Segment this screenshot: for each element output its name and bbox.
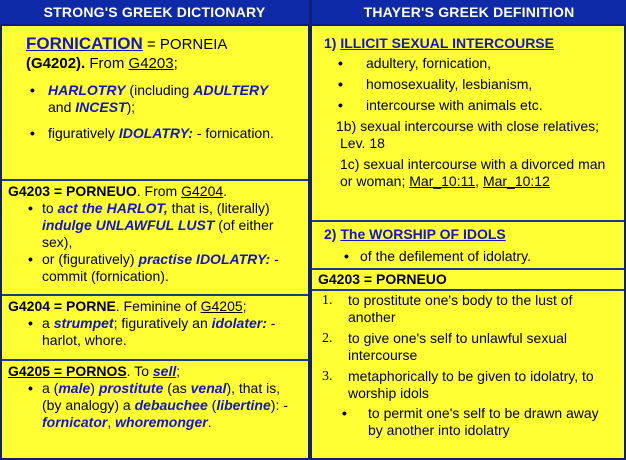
divider [2,294,308,296]
text: ; [242,298,247,314]
mar-10-11-link[interactable]: Mar_10:11 [409,173,476,189]
text: . [223,183,228,199]
thayers-column [312,0,626,438]
g4205-heading: G4205 = PORNOS [8,363,127,379]
idolater-term: idolater: [211,315,267,331]
harlotry-term: HARLOTRY [48,82,126,98]
porneia-bullet-1 [10,82,302,116]
libertine-term: libertine [216,397,271,413]
divider [2,179,308,181]
text: that is, (literally) [167,200,270,216]
g4205-link[interactable]: G4205 [200,298,243,314]
text: - commit (fornication). [42,251,279,284]
def-1b: 1b) sexual intercourse with close relatives; Lev. 18 [336,118,600,151]
venal-term: venal [190,380,227,396]
text: a ( [42,380,59,396]
text: ; figuratively an [113,315,212,331]
strongs-column [0,0,309,430]
text: . Feminine of [115,298,201,314]
def-1-item: • intercourse with animals etc. [318,97,618,114]
g4204-link[interactable]: G4204 [181,183,224,199]
def-1-title: ILLICIT SEXUAL INTERCOURSE [340,35,554,51]
porneuo-bullet-2 [8,251,302,285]
porneuo-entry [8,183,302,285]
porneia-label: = PORNEIA [142,36,228,53]
definition-2 [324,226,618,265]
thayers-header: THAYER'S GREEK DEFINITION [312,0,626,24]
incest-term: INCEST [75,99,127,115]
g4203-link[interactable]: G4203 [128,55,174,72]
porneia-entry [10,34,302,73]
porneuo-definition [318,271,618,288]
def-1-item: • homosexuality, lesbianism, [318,76,618,93]
fornication-headword: FORNICATION [26,34,143,53]
porne-bullet-1 [8,315,302,349]
text: - harlot, whore. [42,315,276,348]
from-text: From [85,55,129,72]
divider [312,220,624,222]
porne-entry [8,298,302,349]
def-1-number: 1) [324,35,341,51]
act-harlot-term: act the HARLOT, [57,200,168,216]
text: (of either sex), [42,217,274,250]
definition-1 [318,35,618,52]
fornicator-term: fornicator [42,414,108,430]
text: figuratively [48,125,119,141]
text: ), that is, (by analogy) a [42,380,281,413]
item-number: 2. [322,331,333,346]
text: - fornication. [192,125,274,141]
idolatry-term: IDOLATRY: [118,125,193,141]
thayers-panel [312,26,624,458]
whoremonger-term: whoremonger [115,414,208,430]
adultery-term: ADULTERY [193,82,269,98]
text: ) [90,380,99,396]
strongs-header: STRONG'S GREEK DICTIONARY [0,0,309,24]
def-2-title: The WORSHIP OF IDOLS [340,226,506,242]
text: (including [125,82,194,98]
text: ); [126,99,136,115]
text: a [42,315,54,331]
strumpet-term: strumpet [53,315,114,331]
text: . From [136,183,182,199]
g4204-heading: G4204 = PORNE [8,298,116,314]
text: ; [176,363,181,379]
text: or (figuratively) [42,251,139,267]
divider [2,359,308,361]
sell-term: sell [152,363,177,379]
text: . To [126,363,153,379]
list-item [322,330,616,364]
g4203-heading: G4203 = PORNEUO [318,271,447,287]
text: ): - [270,397,288,413]
text: . [207,414,212,430]
text: ( [207,397,217,413]
divider [312,268,624,270]
item-text: to give one's self to unlawful sexual intercourse [348,330,568,363]
porneia-bullet-2 [10,125,302,142]
def-2-item: • of the defilement of idolatry. [324,248,618,265]
porneuo-numbered-list [322,292,616,439]
def-1-item: • adultery, fornication, [318,55,618,72]
g4202-code: (G4202). [26,55,86,72]
divider [312,289,624,291]
text: (as [163,380,191,396]
porneuo-bullet-1 [8,200,302,251]
prostitute-term: prostitute [98,380,164,396]
text: 1c) sexual intercourse with a divorced man or woman; [340,156,606,189]
item-text: metaphorically to be given to idolatry, to worship idols [348,368,594,401]
strongs-panel [2,26,308,458]
list-item [322,292,616,326]
sub-item: • to permit one's self to be drawn away by another into idolatry [322,405,616,439]
def-2-number: 2) [324,226,341,242]
text: , [107,414,116,430]
def-1-list [318,55,618,114]
text: , [475,173,483,189]
mar-10-12-link[interactable]: Mar_10:12 [482,173,550,189]
g4203-heading: G4203 = PORNEUO [8,183,137,199]
pornos-entry [8,363,302,431]
item-text: to prostitute one's body to the lust of another [348,292,573,325]
text: to [42,200,58,216]
text: and [48,99,76,115]
item-number: 1. [322,293,333,308]
unlawful-lust-term: indulge UNLAWFUL LUST [42,217,215,233]
def-1c [318,156,618,190]
list-item [322,368,616,402]
pornos-bullet-1 [8,380,302,431]
semicolon: ; [173,55,178,72]
debauchee-term: debauchee [134,397,208,413]
practise-idolatry-term: practise IDOLATRY: [138,251,271,267]
male-term: male [58,380,91,396]
item-number: 3. [322,369,333,384]
